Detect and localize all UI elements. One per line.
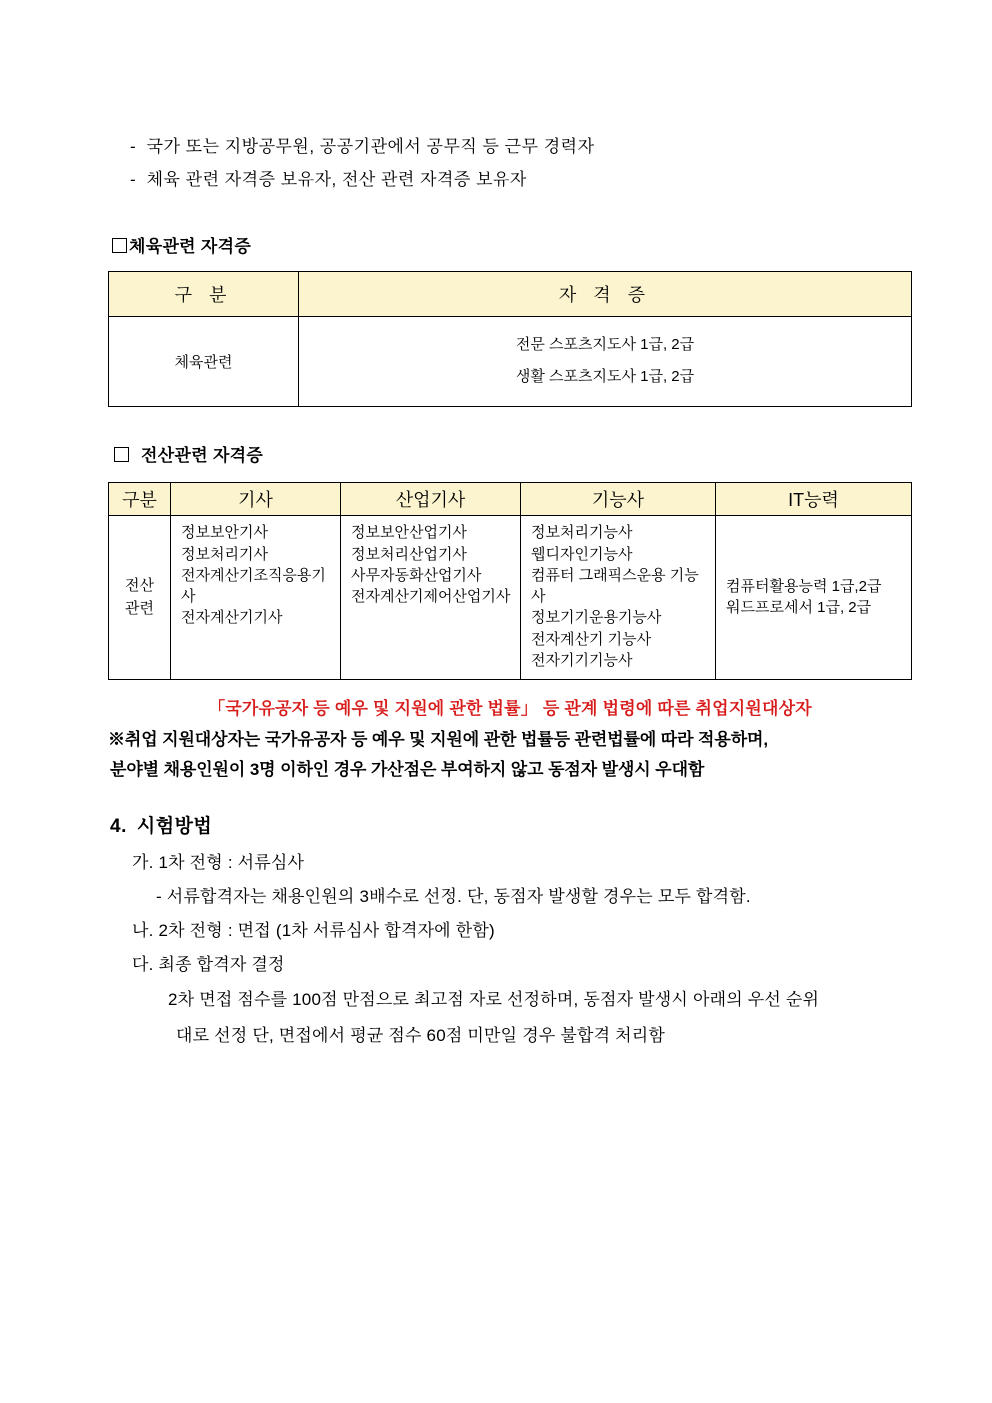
certificate-line: 전문 스포츠지도사 1급, 2급 xyxy=(515,336,695,354)
column-header-division: 구분 xyxy=(109,483,171,516)
exam-section-number: 4. xyxy=(110,815,127,837)
exam-section-heading xyxy=(108,811,912,838)
sports-section-heading xyxy=(108,232,912,257)
certificate-line: 정보처리산업기사 xyxy=(351,545,467,563)
notice-title: 「국가유공자 등 예우 및 지원에 관한 법률」 등 관계 법령에 따른 취업지원대상자 xyxy=(208,699,812,719)
certificate-line: 생활 스포츠지도사 1급, 2급 xyxy=(515,367,695,385)
column-header-certificate: 자 격 증 xyxy=(299,272,912,317)
list-item: 다. 최종 합격자 결정 xyxy=(132,954,285,974)
list-item: 가. 1차 전형 : 서류심사 xyxy=(132,852,305,872)
exam-paragraph-line-1: 2차 면접 점수를 100점 만점으로 최고점 자로 선정하며, 동점자 발생시 아래의 우선 순위 xyxy=(168,989,820,1009)
exam-paragraph-line-2: 대로 선정 단, 면접에서 평균 점수 60점 미만일 경우 불합격 처리함 xyxy=(176,1025,666,1045)
certificate-line: 컴퓨터 그래픽스운용 기능사 xyxy=(531,566,699,606)
table-row xyxy=(109,516,912,680)
row-label-it: 전산 관련 xyxy=(109,516,171,680)
list-item: 나. 2차 전형 : 면접 (1차 서류심사 합격자에 한함) xyxy=(132,920,495,940)
table-header-row xyxy=(109,483,912,516)
intro-bullet-list xyxy=(108,130,912,196)
sports-certificate-cell xyxy=(299,317,912,407)
list-item: - 서류합격자는 채용인원의 3배수로 선정. 단, 동점자 발생할 경우는 모두 합격함. xyxy=(156,886,751,906)
column-header-gisa: 기사 xyxy=(171,483,341,516)
column-header-division: 구 분 xyxy=(109,272,299,317)
it-ability-cell xyxy=(716,516,912,680)
it-certificate-table xyxy=(108,482,912,680)
certificate-line: 워드프로세서 1급, 2급 xyxy=(726,598,872,616)
certificate-line: 전자계산기 기능사 xyxy=(531,630,652,648)
industrial-gisa-cell xyxy=(341,516,521,680)
list-item: - 체육 관련 자격증 보유자, 전산 관련 자격증 보유자 xyxy=(130,170,527,190)
certificate-line: 정보보안산업기사 xyxy=(351,524,467,542)
certificate-line: 정보처리기사 xyxy=(181,545,268,563)
certificate-line: 정보기기운용기능사 xyxy=(531,609,662,627)
sports-section-heading-text: 체육관련 자격증 xyxy=(129,237,252,257)
row-label-sports: 체육관련 xyxy=(109,317,299,407)
certificate-line: 사무자동화산업기사 xyxy=(351,566,482,584)
exam-final-paragraph xyxy=(108,982,912,1053)
certificate-line: 전자계산기조직응용기사 xyxy=(181,566,326,606)
sports-certificate-table xyxy=(108,271,912,407)
table-row xyxy=(109,317,912,407)
column-header-technician: 기능사 xyxy=(521,483,716,516)
certificate-line: 컴퓨터활용능력 1급,2급 xyxy=(726,577,882,595)
certificate-line: 정보처리기능사 xyxy=(531,524,633,542)
exam-section-title: 시험방법 xyxy=(136,815,213,837)
it-section-heading-text: 전산관련 자격증 xyxy=(141,446,264,466)
it-section-heading xyxy=(108,441,912,466)
column-header-it-ability: IT능력 xyxy=(716,483,912,516)
checkbox-icon xyxy=(112,238,127,253)
notice-line-2: 분야별 채용인원이 3명 이하인 경우 가산점은 부여하지 않고 동점자 발생시 우대함 xyxy=(110,760,705,780)
list-item: - 국가 또는 지방공무원, 공공기관에서 공무직 등 근무 경력자 xyxy=(130,137,595,156)
table-header-row xyxy=(109,272,912,317)
technician-cell xyxy=(521,516,716,680)
gisa-cell xyxy=(171,516,341,680)
certificate-line: 전자계산기제어산업기사 xyxy=(351,588,511,606)
notice-line-1: ※취업 지원대상자는 국가유공자 등 예우 및 지원에 관한 법률등 관련법률에 따라 적용하며, xyxy=(108,730,768,750)
checkbox-icon xyxy=(114,447,129,462)
notice-body xyxy=(108,725,912,785)
certificate-line: 전자계산기기사 xyxy=(181,609,283,627)
certificate-line: 정보보안기사 xyxy=(181,524,268,542)
certificate-line: 전자기기기능사 xyxy=(531,652,633,670)
certificate-line: 웹디자인기능사 xyxy=(531,545,633,563)
column-header-industrial-gisa: 산업기사 xyxy=(341,483,521,516)
